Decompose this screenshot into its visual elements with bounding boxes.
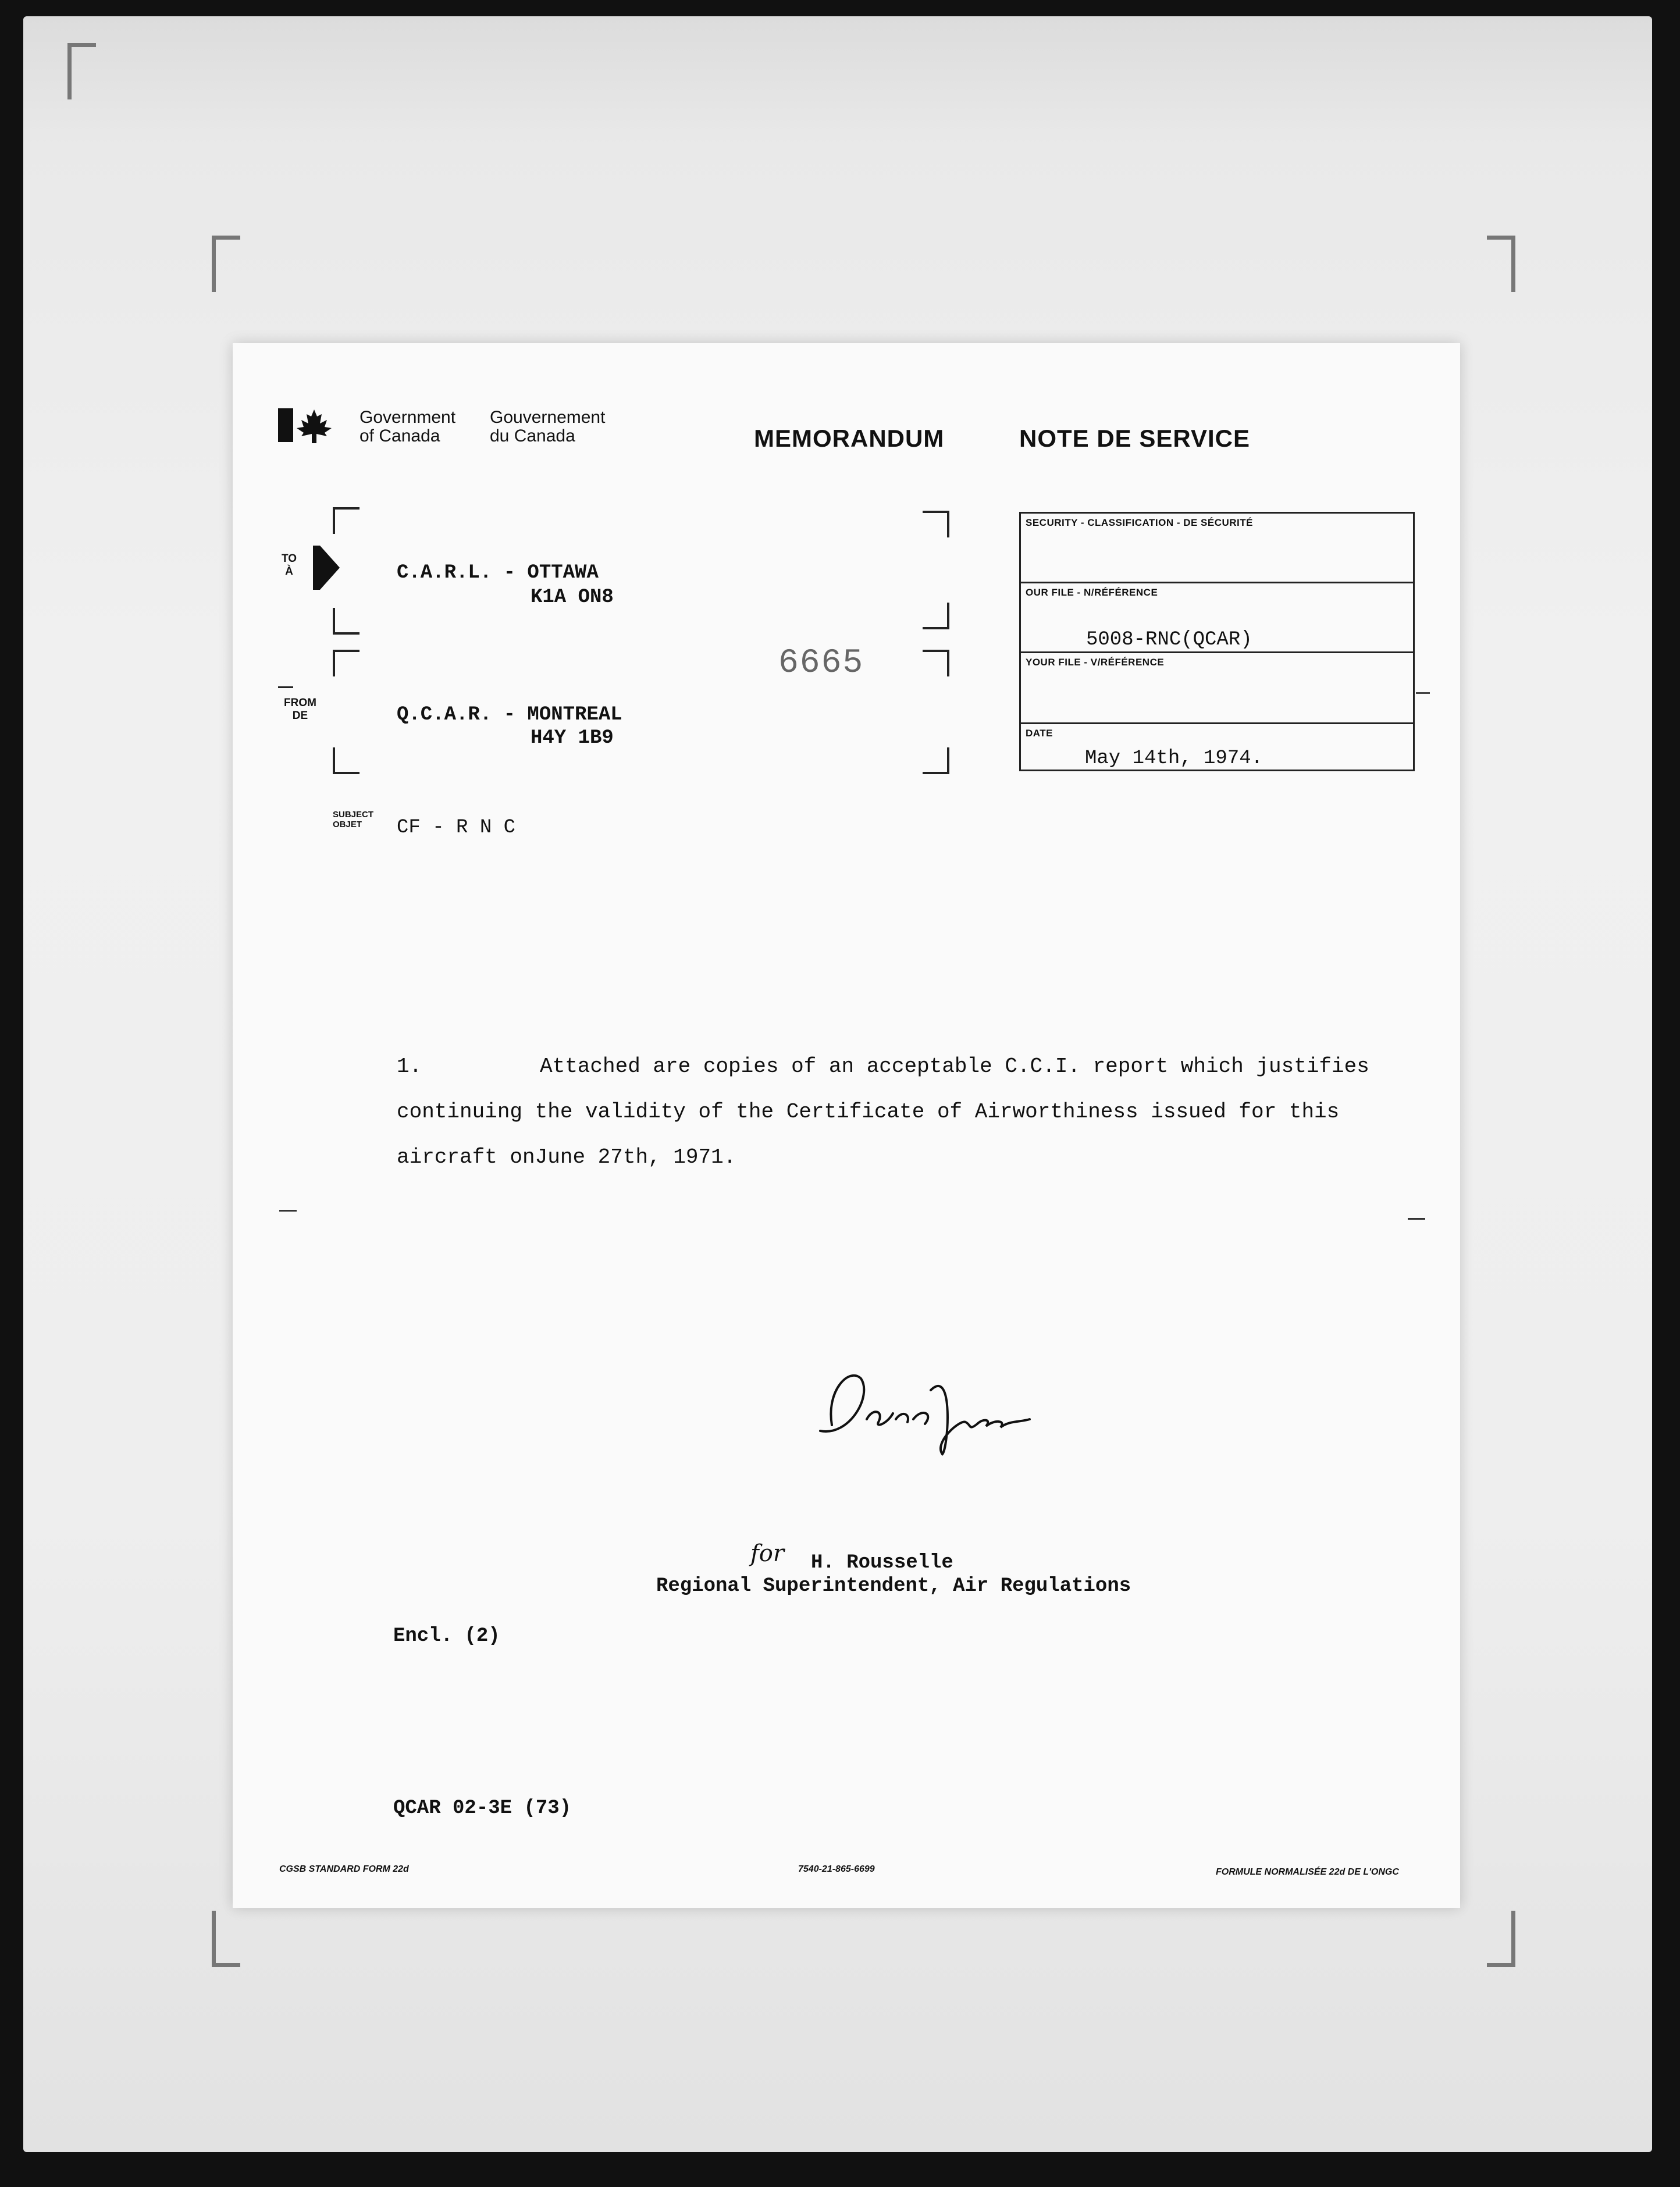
- footer-left: CGSB STANDARD FORM 22d: [279, 1864, 409, 1874]
- crop-mark-inner-bottom-left: [212, 1911, 240, 1967]
- canada-flag-logo: [278, 407, 336, 444]
- to-bracket-bottom-left: [333, 608, 360, 635]
- date-cell: [1021, 724, 1413, 773]
- to-arrow-icon: [313, 546, 340, 592]
- your-file-label: YOUR FILE - V/RÉFÉRENCE: [1026, 657, 1165, 668]
- gov-en-line1: Government: [360, 408, 456, 427]
- your-file-cell: [1021, 653, 1413, 724]
- enclosure-note: Encl. (2): [393, 1625, 500, 1647]
- mid-bracket-top-right-1: [923, 511, 949, 537]
- from-label-en: FROM: [284, 697, 316, 709]
- from-address-line2: H4Y 1B9: [531, 727, 614, 749]
- from-dash: [278, 686, 293, 688]
- gov-fr-line1: Gouvernement: [490, 408, 606, 427]
- our-file-cell: [1021, 583, 1413, 653]
- mid-bracket-bottom-right-1: [923, 603, 949, 629]
- body-line-3-date: June 27th, 1971.: [535, 1145, 736, 1169]
- footer-center: 7540-21-865-6699: [798, 1864, 875, 1874]
- subject-label-fr: OBJET: [333, 820, 362, 829]
- from-label-fr: DE: [292, 710, 308, 722]
- from-bracket-top-left: [333, 650, 360, 676]
- date-label: DATE: [1026, 728, 1053, 739]
- body-line-1: [397, 1044, 1369, 1089]
- signatory-name: H. Rousselle: [811, 1552, 953, 1574]
- body-line-1-text: Attached are copies of an acceptable C.C.I. report which justifies: [540, 1055, 1369, 1078]
- footer-right: FORMULE NORMALISÉE 22d DE L'ONGC: [1216, 1867, 1399, 1877]
- to-label-en: TO: [282, 553, 297, 565]
- form-code: QCAR 02-3E (73): [393, 1797, 572, 1819]
- subject-label: [333, 810, 373, 829]
- mid-bracket-bottom-right-2: [923, 747, 949, 774]
- date-value: May 14th, 1974.: [1085, 747, 1263, 770]
- crop-mark-inner-top-right: [1487, 236, 1515, 292]
- mid-bracket-top-right-2: [923, 650, 949, 676]
- fold-mark-left: [279, 1210, 297, 1212]
- body-line-2: continuing the validity of the Certificate of Airworthiness issued for this: [397, 1100, 1340, 1124]
- signatory-for: for: [750, 1540, 785, 1567]
- stamp-number: 6665: [778, 644, 864, 682]
- security-cell: [1021, 514, 1413, 583]
- subject-value: CF - R N C: [397, 817, 516, 839]
- to-label-fr: À: [285, 565, 293, 578]
- to-address-line1: C.A.R.L. - OTTAWA: [397, 562, 599, 584]
- to-address-line2: K1A ON8: [531, 586, 614, 608]
- gov-name-french: [490, 408, 605, 446]
- to-label: [282, 553, 297, 578]
- from-address-line1: Q.C.A.R. - MONTREAL: [397, 704, 622, 726]
- crop-mark-inner-bottom-right: [1487, 1911, 1515, 1967]
- memo-title-english: MEMORANDUM: [754, 425, 945, 452]
- security-label: SECURITY - CLASSIFICATION - DE SÉCURITÉ: [1026, 517, 1254, 528]
- body-paragraph: [397, 1044, 1369, 1180]
- subject-label-en: SUBJECT: [333, 810, 374, 820]
- gov-name-english: [360, 408, 455, 446]
- from-bracket-bottom-left: [333, 747, 360, 774]
- crop-mark-top-left: [67, 43, 96, 99]
- from-label: [284, 697, 316, 722]
- fold-mark-right: [1408, 1218, 1425, 1220]
- gov-fr-line2: du Canada: [490, 426, 575, 446]
- paragraph-number: 1.: [397, 1055, 422, 1078]
- our-file-value: 5008-RNC(QCAR): [1086, 629, 1252, 651]
- to-bracket-top-left: [333, 507, 360, 534]
- body-line-3-prefix: aircraft on: [397, 1145, 535, 1169]
- box-side-tick: [1416, 692, 1430, 694]
- handwritten-signature: [809, 1355, 1041, 1462]
- body-line-3: [397, 1135, 1339, 1180]
- gov-en-line2: of Canada: [360, 426, 440, 446]
- file-reference-box: [1019, 512, 1415, 771]
- signatory-title: Regional Superintendent, Air Regulations: [656, 1575, 1131, 1597]
- memo-title-french: NOTE DE SERVICE: [1019, 425, 1250, 452]
- our-file-label: OUR FILE - N/RÉFÉRENCE: [1026, 587, 1158, 598]
- crop-mark-inner-top-left: [212, 236, 240, 292]
